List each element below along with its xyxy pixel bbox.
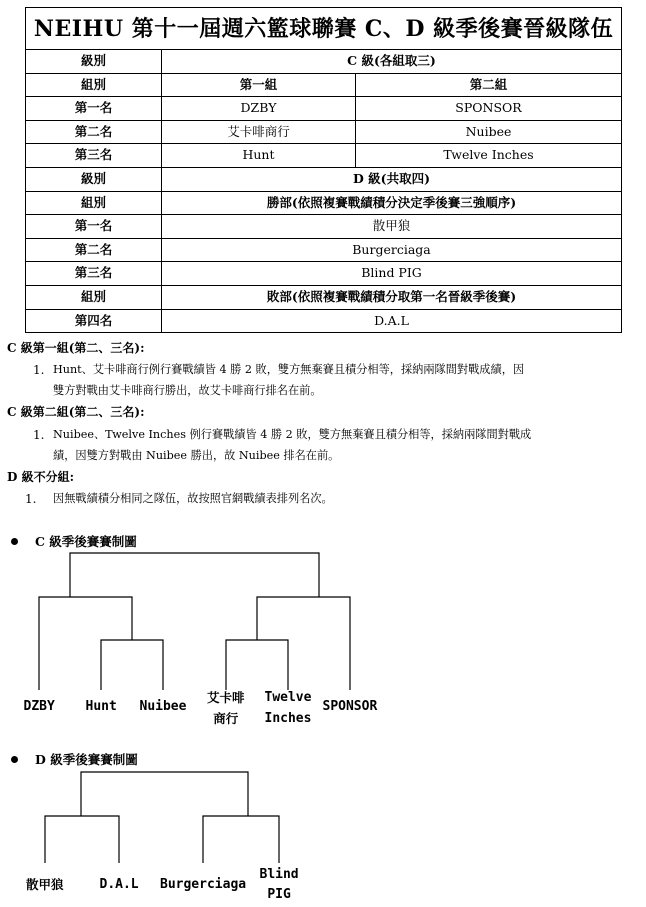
table-row [26,120,622,144]
c-team-dzby: DZBY [23,699,55,714]
table-cell: Blind PIG [162,262,622,286]
table-row [26,238,622,262]
table-cell: 散甲狼 [162,215,622,239]
row-label: 第一名 [26,97,162,121]
table-row [26,97,622,121]
d-note-number: 1. [25,492,37,506]
c1-note-number: 1. [33,363,45,377]
d-bracket-lines [0,770,646,866]
group-header: 第二組 [356,73,622,97]
row-label: 組別 [26,191,162,215]
d-team-dal: D.A.L [99,877,139,892]
bullet-icon [11,756,18,763]
table-row [26,73,622,97]
row-label: 第二名 [26,120,162,144]
table-row [26,215,622,239]
table-cell: Twelve Inches [356,144,622,168]
table-cell: DZBY [162,97,356,121]
d-bracket-left-semi [45,816,119,863]
d-level-header: D 級(共取四) [162,167,622,191]
standings-table [25,7,622,333]
row-label: 第二名 [26,238,162,262]
table-row [26,144,622,168]
d-team-burgerciaga: Burgerciaga [160,877,247,892]
table-row [26,262,622,286]
c-team-sponsor: SPONSOR [322,699,378,714]
row-label: 第三名 [26,144,162,168]
table-cell: Nuibee [356,120,622,144]
row-label: 第四名 [26,309,162,333]
row-label: 級別 [26,50,162,74]
row-label: 組別 [26,73,162,97]
table-cell: Burgerciaga [162,238,622,262]
c-team-hunt: Hunt [85,699,117,714]
c-bracket-right-semi [257,597,350,690]
d-team-sanjialang: 散甲狼 [26,877,64,892]
table-title-row [26,8,622,50]
table-row [26,167,622,191]
c2-note-heading: C 級第二組(第二、三名): [7,405,145,419]
row-label: 第一名 [26,215,162,239]
row-label: 組別 [26,285,162,309]
row-label: 級別 [26,167,162,191]
d-bracket-title: D 級季後賽賽制圖 [35,752,138,767]
group-header: 第一組 [162,73,356,97]
group-header: 勝部(依照複賽戰績積分決定季後賽三強順序) [162,191,622,215]
c2-note-line2: 績，因雙方對戰由 Nuibee 勝出，故 Nuibee 排名在前。 [53,449,340,462]
table-cell: SPONSOR [356,97,622,121]
table-cell: D.A.L [162,309,622,333]
c-bracket-title: C 級季後賽賽制圖 [35,534,137,549]
c-team-aikafei: 艾卡啡 商行 [207,690,245,726]
c-level-header: C 級(各組取三) [162,50,622,74]
d-bracket-final [81,772,248,816]
d-team-blind-pig: Blind PIG [259,867,299,902]
d-bracket-right-semi [203,816,279,863]
c-bracket-lines [0,550,646,690]
d-bracket-heading [11,754,138,767]
c1-note-line1: Hunt、艾卡啡商行例行賽戰績皆 4 勝 2 敗，雙方無棄賽且積分相等，採納兩隊間對戰成績，因 [53,363,525,376]
c2-note-number: 1. [33,428,45,442]
c-bracket-final [70,553,319,597]
table-row [26,285,622,309]
c-bracket-right-quarter [226,640,288,690]
bullet-icon [11,538,18,545]
c2-note-line1: Nuibee、Twelve Inches 例行賽戰績皆 4 勝 2 敗，雙方無棄賽且積分相等，採納兩隊間對戰成 [53,428,532,441]
d-note-heading: D 級不分組: [7,470,75,484]
table-cell: Hunt [162,144,356,168]
group-header: 敗部(依照複賽戰績積分取第一名晉級季後賽) [162,285,622,309]
c-team-twelve-inches: Twelve Inches [264,690,312,726]
c-bracket-heading [11,536,137,549]
c1-note-line2: 雙方對戰由艾卡啡商行勝出，故艾卡啡商行排名在前。 [53,384,322,397]
table-row [26,309,622,333]
c-team-nuibee: Nuibee [139,699,187,714]
c1-note-heading: C 級第一組(第二、三名): [7,341,145,355]
table-cell: 艾卡啡商行 [162,120,356,144]
row-label: 第三名 [26,262,162,286]
table-row [26,50,622,74]
d-note-line1: 因無戰績積分相同之隊伍，故按照官網戰績表排列名次。 [53,492,333,505]
table-title: NEIHU 第十一屆週六籃球聯賽 C、D 級季後賽晉級隊伍 [26,8,622,50]
c-bracket-left-semi [39,597,132,690]
c-bracket-left-quarter [101,640,163,690]
table-row [26,191,622,215]
